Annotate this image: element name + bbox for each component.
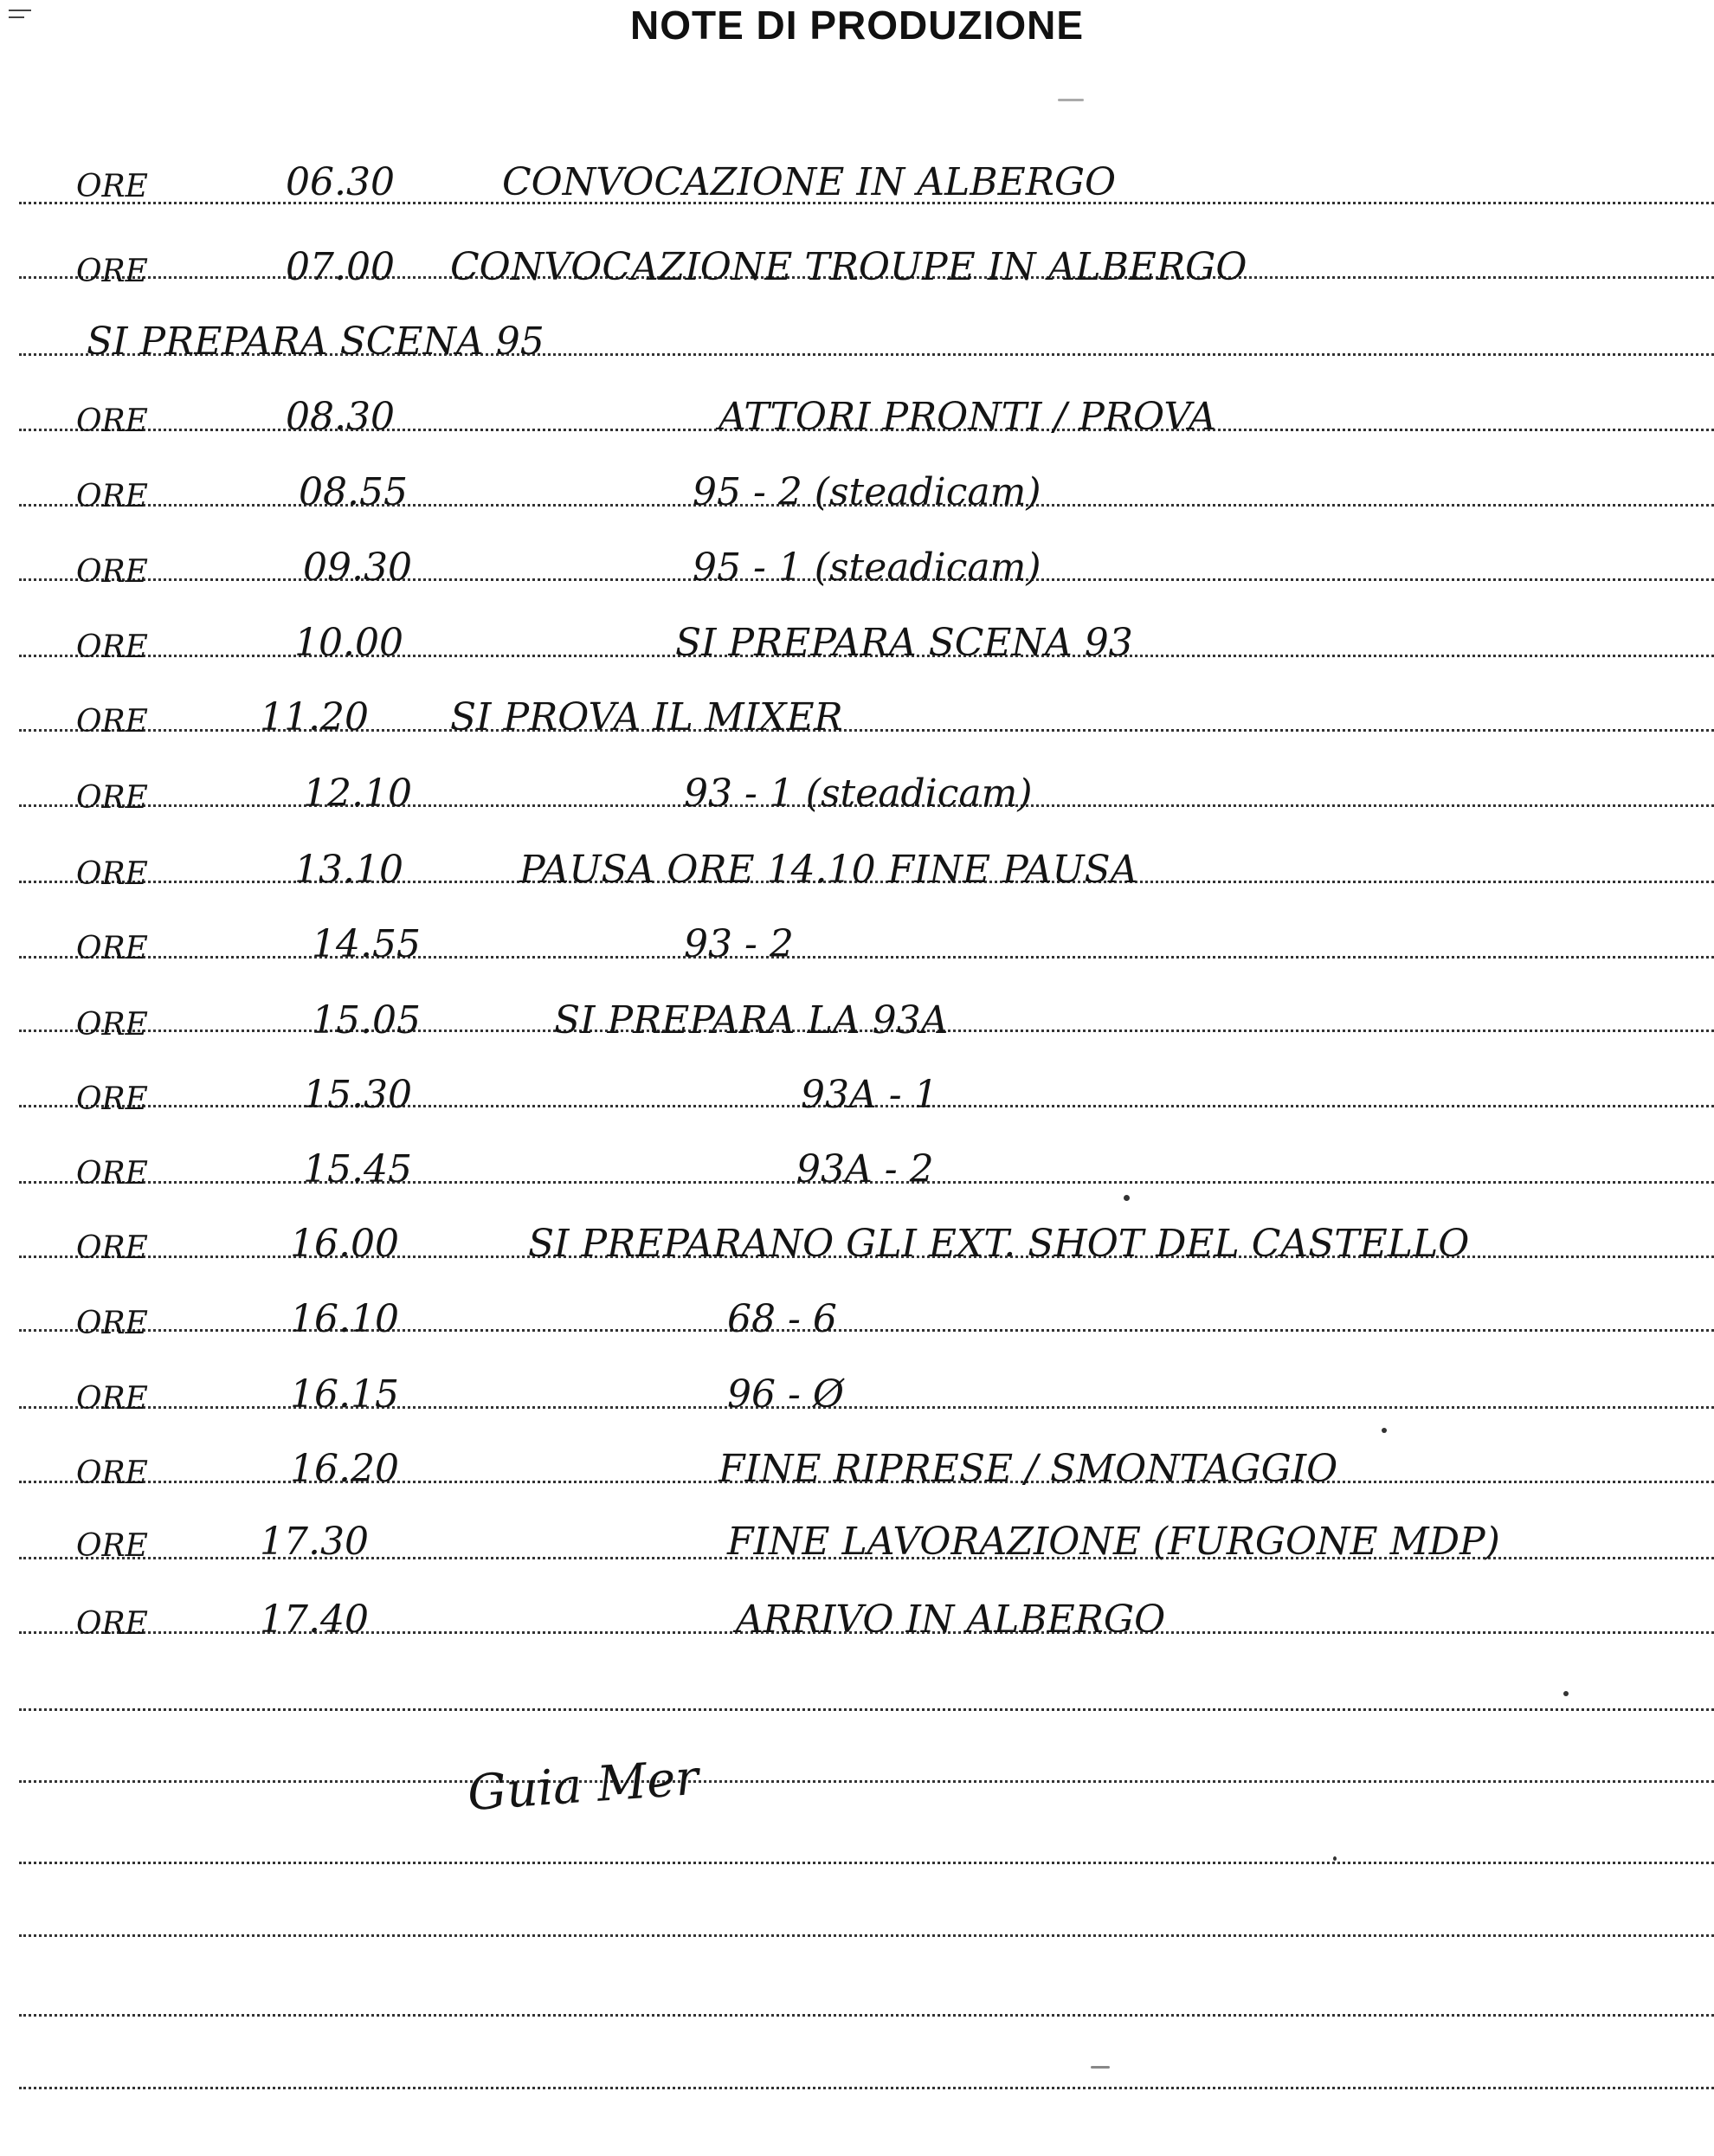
entry-text: 96 - Ø [727, 1372, 844, 1417]
entry-text: ARRIVO IN ALBERGO [736, 1598, 1166, 1642]
entry-text: FINE LAVORAZIONE (FURGONE MDP) [727, 1520, 1500, 1564]
log-entry [0, 382, 1714, 442]
log-entry [0, 1507, 1714, 1567]
ore-label: ORE [76, 1306, 148, 1341]
entry-text: 93A - 2 [796, 1147, 934, 1191]
log-entry [0, 232, 1714, 293]
log-entry [0, 1209, 1714, 1269]
entry-time: 15.30 [303, 1073, 412, 1117]
log-entry [0, 147, 1714, 208]
entry-time: 06.30 [286, 160, 395, 204]
ruled-line [19, 1934, 1714, 1937]
entry-text: 68 - 6 [727, 1297, 837, 1341]
ruled-line [19, 2014, 1714, 2017]
scan-speck [1382, 1428, 1387, 1433]
ruled-line [19, 2087, 1714, 2089]
ore-label: ORE [76, 554, 148, 590]
log-entry [0, 307, 1714, 367]
ore-label: ORE [76, 1230, 148, 1266]
ore-label: ORE [76, 1081, 148, 1117]
entry-text: SI PREPARANO GLI EXT. SHOT DEL CASTELLO [528, 1222, 1470, 1266]
log-entry [0, 533, 1714, 593]
log-entry [0, 1359, 1714, 1420]
entry-time: 13.10 [294, 848, 403, 892]
ruled-line [19, 1708, 1714, 1711]
entry-text: 93A - 1 [801, 1073, 938, 1117]
ore-label: ORE [76, 704, 148, 739]
ruled-line [19, 1780, 1714, 1783]
entry-time: 10.00 [294, 621, 403, 665]
entry-time: 07.00 [286, 245, 395, 289]
ore-label: ORE [76, 1528, 148, 1564]
log-entry [0, 1434, 1714, 1494]
ore-label: ORE [76, 629, 148, 665]
ore-label: ORE [76, 403, 148, 439]
log-entry [0, 985, 1714, 1046]
ruled-line [19, 1862, 1714, 1864]
ore-label: ORE [76, 1456, 148, 1491]
entry-time: 16.10 [290, 1297, 399, 1341]
log-entry [0, 1060, 1714, 1120]
entry-time: 09.30 [303, 545, 412, 590]
entry-text: 93 - 1 (steadicam) [684, 771, 1033, 816]
log-entry [0, 1284, 1714, 1345]
ore-label: ORE [76, 780, 148, 816]
ore-label: ORE [76, 479, 148, 514]
entry-text: CONVOCAZIONE TROUPE IN ALBERGO [450, 245, 1247, 289]
log-entry [0, 457, 1714, 518]
entry-time: 11.20 [260, 695, 369, 739]
entry-time: 08.55 [299, 470, 408, 514]
entry-text: SI PREPARA SCENA 95 [87, 320, 544, 364]
entry-time: 08.30 [286, 395, 395, 439]
entry-text: ATTORI PRONTI / PROVA [718, 395, 1216, 439]
entry-time: 15.45 [303, 1147, 412, 1191]
scan-speck [1091, 2066, 1110, 2069]
ore-label: ORE [76, 1156, 148, 1191]
entry-text: 95 - 2 (steadicam) [693, 470, 1041, 514]
entry-time: 17.40 [260, 1598, 369, 1642]
entry-text: 95 - 1 (steadicam) [693, 545, 1041, 590]
log-entry [0, 835, 1714, 895]
entry-text: FINE RIPRESE / SMONTAGGIO [718, 1447, 1338, 1491]
ore-label: ORE [76, 169, 148, 204]
log-entry [0, 909, 1714, 970]
ore-label: ORE [76, 1007, 148, 1042]
entry-text: SI PREPARA LA 93A [554, 998, 949, 1042]
scan-speck [1563, 1691, 1569, 1696]
handwritten-signature: Guia Mer [466, 1749, 701, 1823]
entry-text: CONVOCAZIONE IN ALBERGO [502, 160, 1117, 204]
log-entry [0, 1134, 1714, 1195]
log-entry [0, 758, 1714, 819]
entry-time: 16.00 [290, 1222, 399, 1266]
entry-time: 16.15 [290, 1372, 399, 1417]
entry-time: 16.20 [290, 1447, 399, 1491]
ore-label: ORE [76, 254, 148, 289]
scan-speck [1058, 99, 1084, 101]
page-title: NOTE DI PRODUZIONE [629, 3, 1085, 48]
entry-time: 12.10 [303, 771, 412, 816]
entry-time: 15.05 [312, 998, 421, 1042]
log-entry [0, 1585, 1714, 1645]
ore-label: ORE [76, 1381, 148, 1417]
entry-time: 14.55 [312, 922, 421, 966]
entry-text: SI PREPARA SCENA 93 [675, 621, 1133, 665]
entry-text: PAUSA ORE 14.10 FINE PAUSA [519, 848, 1138, 892]
entry-time: 17.30 [260, 1520, 369, 1564]
entry-text: SI PROVA IL MIXER [450, 695, 843, 739]
log-entry [0, 608, 1714, 668]
ore-label: ORE [76, 931, 148, 966]
ore-label: ORE [76, 856, 148, 892]
log-entry [0, 682, 1714, 743]
scan-speck [1124, 1195, 1130, 1201]
ore-label: ORE [76, 1606, 148, 1642]
entry-text: 93 - 2 [684, 922, 794, 966]
scan-speck [1333, 1856, 1337, 1861]
